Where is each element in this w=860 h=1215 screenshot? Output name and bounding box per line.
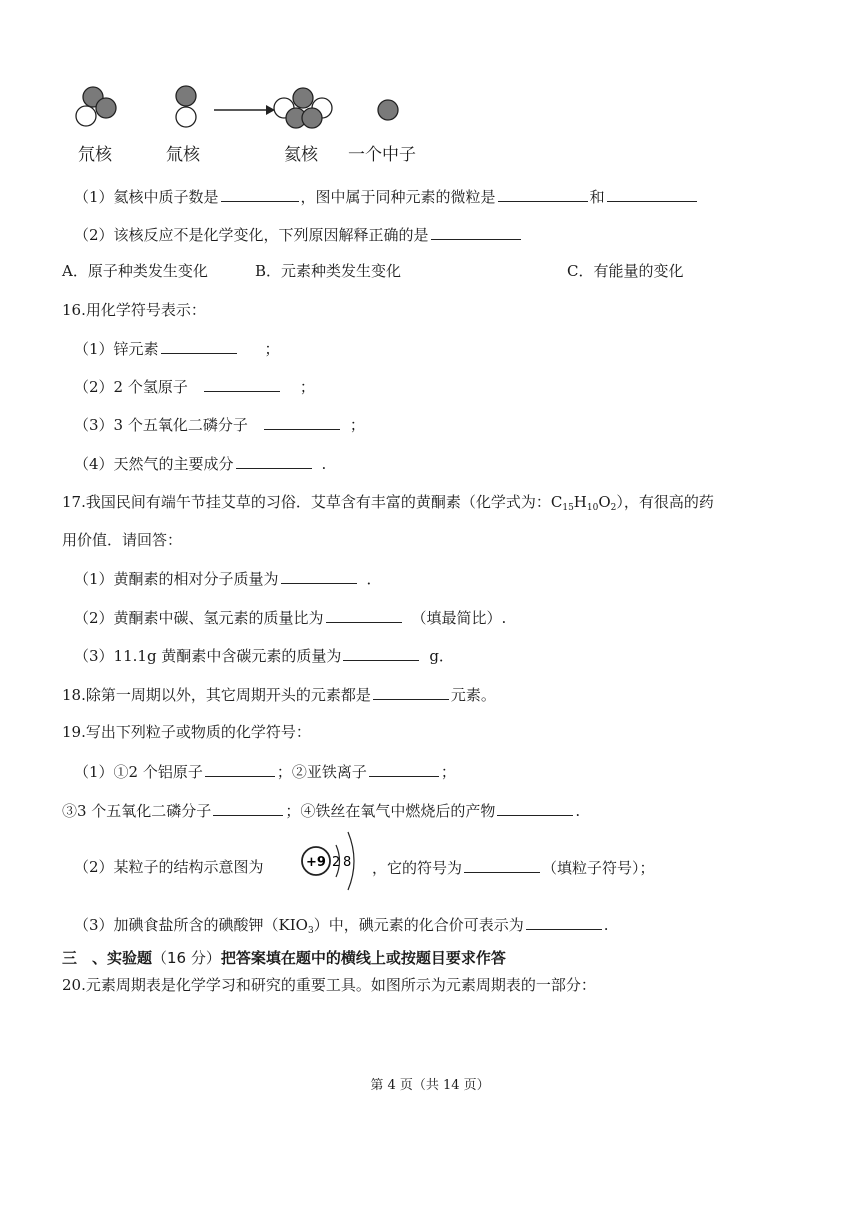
answer-blank[interactable]	[281, 568, 357, 584]
answer-blank[interactable]	[236, 453, 312, 469]
q19-line2: ③3 个五氧化二磷分子 ；④铁丝在氧气中燃烧后的产物 .	[62, 802, 581, 820]
chemical-formula: $C_{15}H_{10}O_2$	[550, 493, 617, 513]
answer-blank[interactable]	[431, 224, 521, 240]
answer-blank[interactable]	[213, 800, 283, 816]
q15-option-c: C．有能量的变化	[567, 262, 684, 280]
nucleus-charge: +9	[306, 855, 326, 870]
q19-line3a: （2）某粒子的结构示意图为	[74, 858, 264, 876]
deuterium-nucleus	[76, 87, 116, 126]
deuterium-label: 氘核	[78, 145, 112, 165]
answer-blank[interactable]	[204, 376, 280, 392]
q19-title: 19.写出下列粒子或物质的化学符号：	[62, 723, 311, 741]
answer-blank[interactable]	[343, 645, 419, 661]
single-neutron	[378, 100, 398, 120]
q19-line1: （1）①2 个铝原子 ；②亚铁离子 ；	[74, 763, 456, 781]
answer-blank[interactable]	[373, 684, 449, 700]
q15-part2: （2）该核反应不是化学变化，下列原因解释正确的是	[74, 224, 523, 245]
q17-item3: （3）11.1g 黄酮素中含碳元素的质量为 g．	[74, 647, 454, 665]
shell1-electrons: 2	[332, 855, 341, 870]
helium-nucleus	[274, 88, 332, 128]
answer-blank[interactable]	[607, 186, 697, 202]
answer-blank[interactable]	[369, 761, 439, 777]
q16-title: 16.用化学符号表示：	[62, 301, 206, 319]
answer-blank[interactable]	[205, 761, 275, 777]
answer-blank[interactable]	[221, 186, 299, 202]
answer-blank[interactable]	[161, 338, 237, 354]
answer-blank[interactable]	[264, 414, 340, 430]
page-footer: 第 4 页（共 14 页）	[370, 1078, 490, 1093]
nuclear-reaction-diagram	[70, 80, 440, 138]
q15-option-b: B．元素种类发生变化	[255, 262, 402, 280]
tritium-label: 氚核	[166, 145, 200, 165]
q17-item1: （1）黄酮素的相对分子质量为 ．	[74, 570, 382, 588]
section-heading: 三 、实验题（16 分）把答案填在题中的横线上或按题目要求作答	[62, 949, 506, 967]
q16-item4: （4）天然气的主要成分 .	[74, 455, 327, 473]
q17-stem-line1: 17.我国民间有端午节挂艾草的习俗．艾草含有丰富的黄酮素（化学式为：$C_{15}H_{10}O_2$），有很高的药	[62, 493, 714, 513]
answer-blank[interactable]	[526, 914, 602, 930]
answer-blank[interactable]	[326, 607, 402, 623]
tritium-nucleus	[176, 86, 196, 127]
q17-item2: （2）黄酮素中碳、氢元素的质量比为 （填最简比）.	[74, 609, 507, 627]
answer-blank[interactable]	[497, 800, 573, 816]
q15-part1: （1）氦核中质子数是 ，图中属于同种元素的微粒是 和	[74, 186, 699, 207]
q18: 18.除第一周期以外，其它周期开头的元素都是 元素。	[62, 686, 496, 704]
shell2-electrons: 8	[343, 855, 352, 870]
reaction-arrow-icon	[214, 105, 275, 115]
answer-blank[interactable]	[498, 186, 588, 202]
atomic-structure-diagram	[296, 828, 364, 892]
answer-blank[interactable]	[464, 857, 540, 873]
helium-label: 氦核	[284, 145, 318, 165]
q17-stem-line2: 用价值．请回答：	[62, 531, 183, 549]
q19-line3b: ，它的符号为 （填粒子符号）；	[372, 859, 655, 877]
q20: 20.元素周期表是化学学习和研究的重要工具。如图所示为元素周期表的一部分：	[62, 976, 596, 994]
q16-item1: （1）锌元素 ；	[74, 340, 280, 358]
q19-line4: （3）加碘食盐所含的碘酸钾$(KIO_3)$中，碘元素的化合价可表示为 .	[74, 916, 609, 936]
q16-item2: （2）2 个氢原子 ；	[74, 378, 315, 396]
q15-option-a: A．原子种类发生变化	[62, 262, 208, 280]
q16-item3: （3）3 个五氧化二磷分子 ；	[74, 416, 365, 434]
neutron-label: 一个中子	[348, 145, 416, 165]
